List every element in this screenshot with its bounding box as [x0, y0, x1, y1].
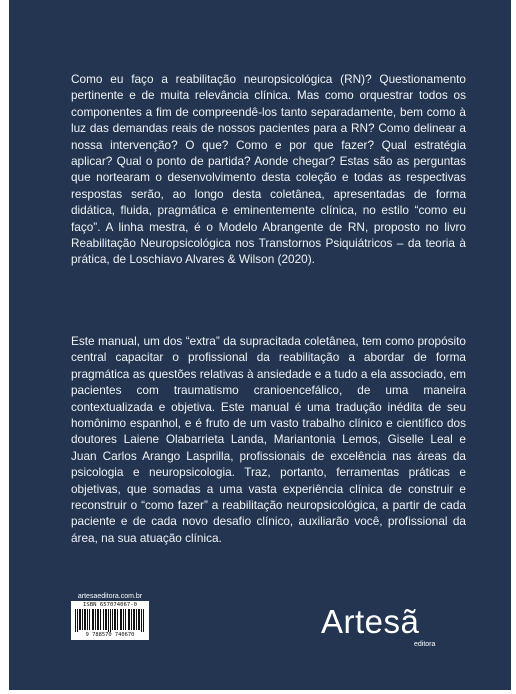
isbn-barcode: [71, 592, 149, 640]
barcode-number: 9 788570 740670: [85, 632, 135, 638]
publisher-logo: [321, 604, 441, 654]
barcode-bars: [75, 609, 145, 632]
blurb-paragraph-1: Como eu faço a reabilitação neuropsicológica (RN)? Questionamento pertinente e de muita relevância clínica. Mas como orquestrar todos os componentes a fim de compreendê-los tanto separadamente, bem como à luz das demandas reais de nossos pacientes para a RN? Como delinear a nossa intervenção? O que? Como e por que fazer? Qual estratégia aplicar? Qual o ponto de partida? Aonde chegar? Estas são as perguntas que nortearam o desenvolvimento desta coleção e todas as respectivas respostas serão, ao longo desta coletânea, apresentadas de forma didática, fluida, pragmática e eminentemente clínica, no estilo “como eu faço”. A linha mestra, é o Modelo Abrangente de RN, proposto no livro Reabilitação Neuropsicológica nos Transtornos Psiquiátricos – da teoria à prática, de Loschiavo Alvares & Wilson (2020).: [71, 72, 466, 267]
publisher-website: artesaeditora.com.br: [71, 592, 149, 601]
publisher-logo-wordmark: Artesã: [321, 603, 420, 640]
isbn-label: ISBN 657074067-0: [83, 602, 137, 608]
publisher-logo-subtitle: editora: [414, 641, 436, 648]
blurb-paragraph-2: Este manual, um dos “extra” da supracitada coletânea, tem como propósito central capacitar o profissional da reabilitação a abordar de forma pragmática as questões relativas à ansiedade e a tudo a ela associado, em pacientes com traumatismo cranioencefálico, de uma maneira contextualizada e objetiva. Este manual é uma tradução inédita de seu homônimo espanhol, e é fruto de um vasto trabalho clínico e científico dos doutores Laiene Olabarrieta Landa, Mariantonia Lemos, Giselle Leal e Juan Carlos Arango Lasprilla, profissionais de excelência nas áreas da psicologia e neuropsicologia. Traz, portanto, ferramentas práticas e objetivas, que somadas a uma vasta experiência clínica de construir e reconstruir o “como fazer” a reabilitação neuropsicológica, a partir de cada paciente e de cada novo desafio clínico, auxiliarão você, profissional da área, na sua atuação clínica.: [71, 334, 466, 545]
back-cover: [9, 0, 511, 690]
